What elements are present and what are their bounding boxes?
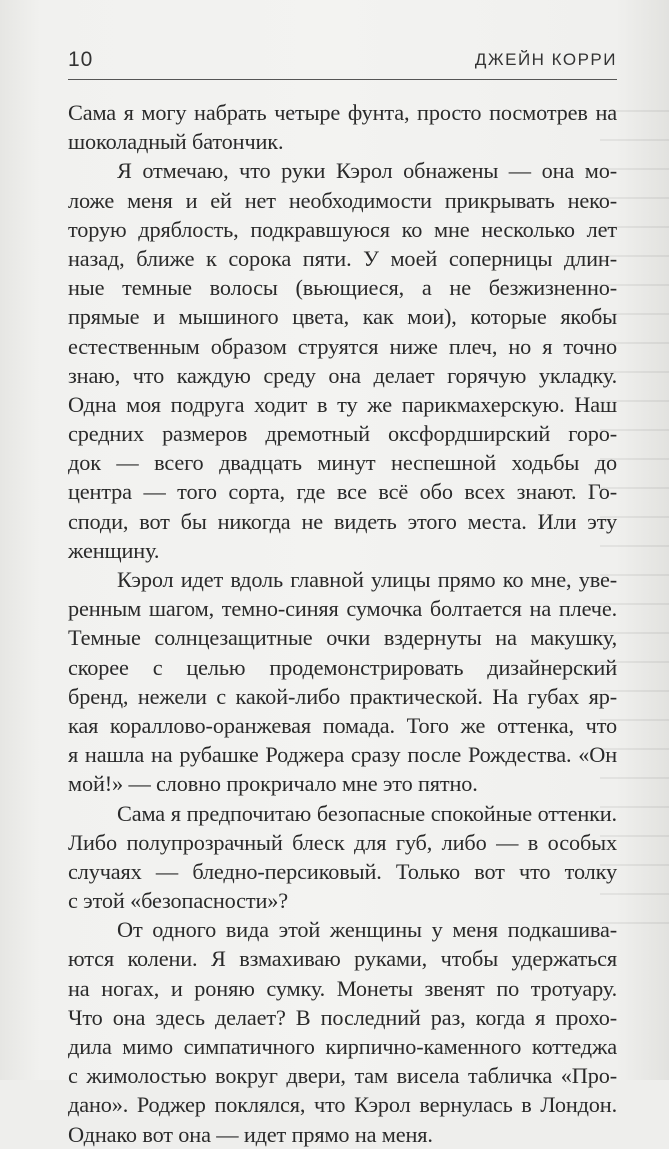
text-line: бренд, нежели с какой-либо практической. На губах яр- bbox=[68, 683, 617, 709]
running-head-author: ДЖЕЙН КОРРИ bbox=[474, 50, 617, 69]
text-line: с жимолостью вокруг двери, там висела табличка «Про- bbox=[68, 1063, 617, 1089]
text-line: дано». Роджер поклялся, что Кэрол вернулась в Лондон. bbox=[68, 1092, 617, 1118]
text-line: споди, вот бы никогда не видеть этого места. Или эту bbox=[68, 508, 617, 534]
text-line: мой!» — словно прокричало мне это пятно. bbox=[68, 771, 478, 797]
text-line: знаю, что каждую среду она делает горячую укладку. bbox=[68, 362, 617, 388]
text-line: Однако вот она — идет прямо на меня. bbox=[68, 1121, 433, 1147]
text-line: ложе меня и ей нет необходимости прикрывать неко- bbox=[68, 187, 617, 213]
text-line: назад, ближе к сорока пяти. У моей соперницы длин- bbox=[68, 245, 617, 271]
text-line: Темные солнцезащитные очки вздернуты на макушку, bbox=[68, 625, 617, 651]
text-line: Сама я предпочитаю безопасные спокойные оттенки. bbox=[117, 800, 617, 826]
page-number: 10 bbox=[68, 48, 94, 71]
text-line: Либо полупрозрачный блеск для губ, либо — в особых bbox=[68, 829, 617, 855]
text-line: Сама я могу набрать четыре фунта, просто посмотрев на bbox=[68, 100, 617, 125]
text-line: женщину. bbox=[68, 537, 160, 563]
text-line: От одного вида этой женщины у меня подкашива- bbox=[117, 917, 617, 943]
text-line: шоколадный батончик. bbox=[68, 129, 284, 155]
text-line: кая кораллово-оранжевая помада. Того же оттенка, что bbox=[68, 712, 617, 738]
header-rule bbox=[68, 79, 617, 80]
text-line: ные темные волосы (вьющиеся, а не безжизненно- bbox=[68, 275, 617, 301]
text-line: Что она здесь делает? В последний раз, когда я прохо- bbox=[68, 1004, 617, 1030]
text-line: я нашла на рубашке Роджера сразу после Рождества. «Он bbox=[68, 742, 617, 768]
text-line: Кэрол идет вдоль главной улицы прямо ко мне, уве- bbox=[117, 567, 617, 592]
text-line: средних размеров дремотный оксфордширский горо- bbox=[68, 421, 617, 447]
text-line: прямые и мышиного цвета, как мои), которые якобы bbox=[68, 304, 617, 330]
text-line: Я отмечаю, что руки Кэрол обнажены — она мо- bbox=[117, 158, 617, 184]
text-line: на ногах, и роняю сумку. Монеты звенят по тротуару. bbox=[68, 975, 617, 1001]
text-line: центра — того сорта, где все всё обо всех знают. Го- bbox=[68, 479, 617, 505]
running-header bbox=[68, 48, 617, 76]
text-line: Одна моя подруга ходит в ту же парикмахерскую. Наш bbox=[68, 391, 617, 417]
text-line: ются колени. Я взмахиваю руками, чтобы удержаться bbox=[68, 946, 617, 972]
text-line: дила мимо симпатичного кирпично-каменного коттеджа bbox=[68, 1034, 617, 1059]
text-line: скорее с целью продемонстрировать дизайнерский bbox=[68, 654, 617, 680]
text-line: естественным образом струятся ниже плеч, но я точно bbox=[68, 333, 617, 359]
text-line: случаях — бледно-персиковый. Только вот что толку bbox=[68, 858, 617, 884]
text-line: торую дряблость, подкравшуюся ко мне несколько лет bbox=[68, 216, 617, 242]
text-line: док — всего двадцать минут неспешной ходьбы до bbox=[68, 450, 617, 476]
text-line: с этой «безопасности»? bbox=[68, 888, 289, 914]
body-text bbox=[68, 98, 617, 1149]
text-line: ренным шагом, темно-синяя сумочка болтается на плече. bbox=[68, 596, 617, 622]
